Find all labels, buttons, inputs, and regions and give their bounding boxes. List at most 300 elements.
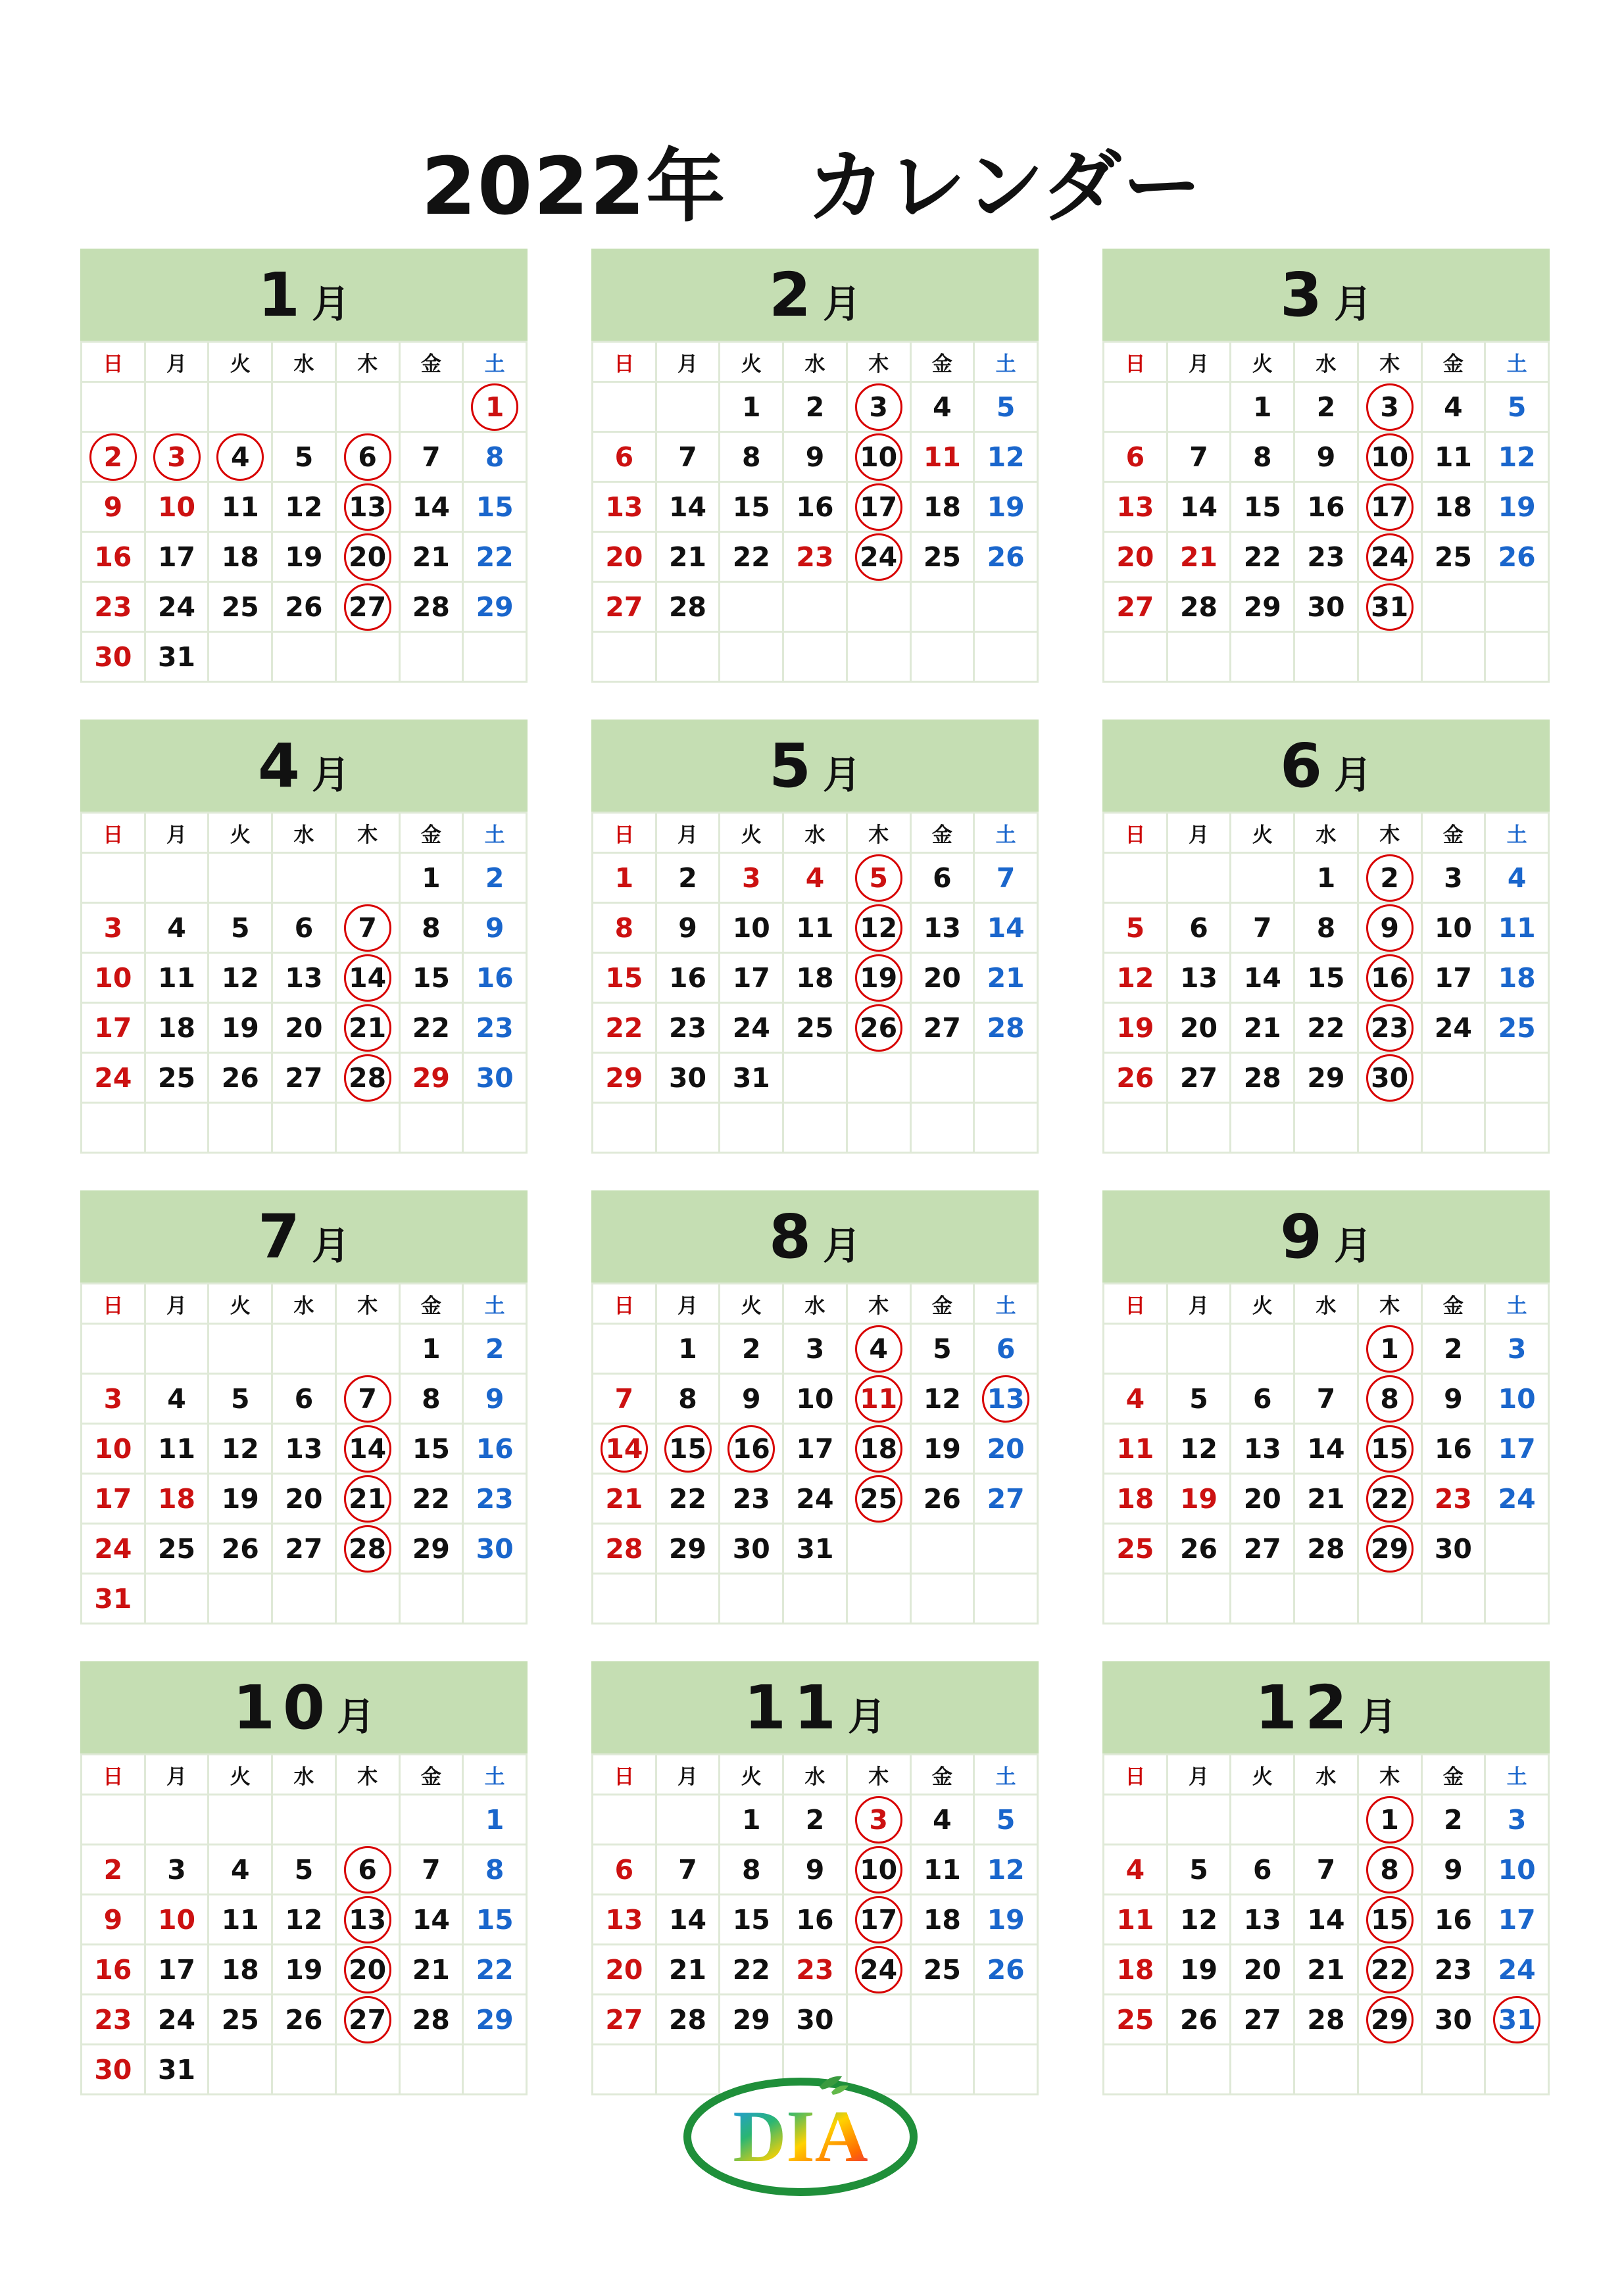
day-cell bbox=[272, 1845, 336, 1895]
month-calendar bbox=[591, 720, 1039, 1154]
day-number: 8 bbox=[741, 441, 761, 473]
day-cell bbox=[847, 1053, 910, 1103]
day-cell bbox=[656, 853, 720, 903]
day-cell bbox=[1231, 1374, 1294, 1424]
day-number: 10 bbox=[854, 1849, 904, 1891]
day-cell bbox=[1167, 1003, 1231, 1053]
weekday-row bbox=[82, 1755, 527, 1795]
day-number: 2 bbox=[1365, 857, 1415, 899]
day-cell bbox=[335, 903, 399, 953]
day-number: 20 bbox=[605, 1953, 643, 1986]
day-cell bbox=[1485, 953, 1549, 1003]
day-number: 20 bbox=[1243, 1482, 1281, 1515]
day-circle-mark bbox=[1366, 1054, 1414, 1102]
day-number: 8 bbox=[422, 1382, 441, 1415]
day-number: 19 bbox=[1180, 1953, 1218, 1986]
day-cell bbox=[272, 432, 336, 482]
day-cell bbox=[783, 632, 847, 682]
week-row bbox=[82, 1795, 527, 1845]
day-number: 17 bbox=[1498, 1903, 1536, 1936]
day-cell bbox=[1358, 853, 1421, 903]
day-number: 15 bbox=[476, 491, 514, 523]
day-cell bbox=[1231, 1324, 1294, 1374]
week-row bbox=[593, 853, 1038, 903]
day-cell bbox=[1167, 382, 1231, 432]
day-cell bbox=[209, 582, 272, 632]
month-suffix: 月 bbox=[848, 1694, 887, 1739]
day-number: 11 bbox=[923, 441, 961, 473]
weekday-row bbox=[82, 1284, 527, 1324]
weekday-label: 土 bbox=[1485, 813, 1549, 853]
day-cell bbox=[720, 1324, 783, 1374]
day-number: 26 bbox=[1180, 2003, 1218, 2036]
day-number: 20 bbox=[1180, 1012, 1218, 1044]
day-cell bbox=[335, 382, 399, 432]
day-cell bbox=[82, 1474, 145, 1524]
day-cell bbox=[1294, 1995, 1358, 2045]
day-cell bbox=[656, 532, 720, 582]
day-cell bbox=[209, 1474, 272, 1524]
day-cell bbox=[145, 1524, 209, 1574]
day-number: 22 bbox=[476, 1953, 514, 1986]
day-number: 22 bbox=[732, 541, 770, 573]
day-cell bbox=[783, 853, 847, 903]
day-cell bbox=[335, 953, 399, 1003]
day-number: 13 bbox=[285, 1432, 323, 1465]
day-cell bbox=[82, 1945, 145, 1995]
day-circle-mark bbox=[344, 1846, 391, 1893]
week-row bbox=[1104, 482, 1549, 532]
day-number: 8 bbox=[1316, 912, 1336, 944]
month-suffix: 月 bbox=[823, 752, 862, 797]
day-circle-mark bbox=[1366, 433, 1414, 481]
day-number: 13 bbox=[343, 1899, 393, 1941]
day-number: 1 bbox=[678, 1332, 697, 1365]
week-row bbox=[593, 1995, 1038, 2045]
day-circle-mark bbox=[344, 433, 391, 481]
week-row bbox=[82, 1574, 527, 1624]
day-number: 14 bbox=[412, 1903, 450, 1936]
day-cell bbox=[1421, 1103, 1485, 1153]
day-number: 24 bbox=[1365, 536, 1415, 578]
day-number: 7 bbox=[1252, 912, 1272, 944]
day-cell bbox=[1358, 482, 1421, 532]
day-cell bbox=[656, 1574, 720, 1624]
day-number: 13 bbox=[923, 912, 961, 944]
day-cell bbox=[1421, 1795, 1485, 1845]
day-cell bbox=[1231, 532, 1294, 582]
week-row bbox=[593, 1795, 1038, 1845]
day-cell bbox=[272, 632, 336, 682]
day-cell bbox=[1421, 1053, 1485, 1103]
day-number: 5 bbox=[996, 1803, 1016, 1836]
day-cell bbox=[1231, 1795, 1294, 1845]
week-row bbox=[1104, 853, 1549, 903]
day-cell bbox=[1485, 1324, 1549, 1374]
weekday-label: 水 bbox=[1294, 1755, 1358, 1795]
day-cell bbox=[1358, 1003, 1421, 1053]
day-cell bbox=[783, 1053, 847, 1103]
month-number: 5 bbox=[768, 730, 819, 801]
week-row bbox=[82, 1053, 527, 1103]
week-row bbox=[593, 632, 1038, 682]
day-cell bbox=[593, 1474, 656, 1524]
day-cell bbox=[272, 1574, 336, 1624]
day-number: 28 bbox=[1307, 1532, 1345, 1565]
day-circle-mark bbox=[855, 433, 902, 481]
month-number: 11 bbox=[743, 1672, 844, 1743]
month-header bbox=[591, 1190, 1039, 1282]
day-number: 9 bbox=[805, 1853, 825, 1886]
day-number: 21 bbox=[412, 1953, 450, 1986]
day-cell bbox=[847, 1103, 910, 1153]
day-number: 18 bbox=[1116, 1953, 1154, 1986]
day-number: 30 bbox=[94, 641, 132, 673]
weekday-label: 木 bbox=[335, 1755, 399, 1795]
week-row bbox=[1104, 903, 1549, 953]
day-number: 23 bbox=[1365, 1007, 1415, 1049]
weekday-label: 金 bbox=[1421, 342, 1485, 382]
day-number: 5 bbox=[294, 441, 314, 473]
day-cell bbox=[1231, 582, 1294, 632]
day-number: 11 bbox=[1434, 441, 1472, 473]
day-cell bbox=[335, 1574, 399, 1624]
day-cell bbox=[82, 953, 145, 1003]
day-number: 24 bbox=[94, 1062, 132, 1094]
month-calendar bbox=[80, 1190, 528, 1624]
day-cell bbox=[910, 382, 974, 432]
day-number: 3 bbox=[152, 436, 202, 478]
day-number: 24 bbox=[1498, 1953, 1536, 1986]
day-cell bbox=[399, 1324, 463, 1374]
day-number: 10 bbox=[1365, 436, 1415, 478]
day-cell bbox=[335, 1374, 399, 1424]
day-number: 20 bbox=[343, 1949, 393, 1991]
day-number: 23 bbox=[94, 2003, 132, 2036]
day-number: 29 bbox=[1365, 1528, 1415, 1570]
day-circle-mark bbox=[344, 1525, 391, 1573]
day-cell bbox=[847, 1845, 910, 1895]
day-cell bbox=[1485, 1574, 1549, 1624]
weekday-label: 日 bbox=[1104, 1284, 1168, 1324]
day-number: 26 bbox=[854, 1007, 904, 1049]
day-number: 21 bbox=[1307, 1953, 1345, 1986]
day-cell bbox=[1485, 582, 1549, 632]
day-number: 11 bbox=[1116, 1903, 1154, 1936]
day-cell bbox=[847, 1795, 910, 1845]
day-cell bbox=[209, 853, 272, 903]
day-cell bbox=[399, 1374, 463, 1424]
day-cell bbox=[910, 1374, 974, 1424]
day-number: 5 bbox=[1189, 1853, 1208, 1886]
week-row bbox=[82, 903, 527, 953]
day-number: 6 bbox=[996, 1332, 1016, 1365]
day-circle-mark bbox=[855, 1425, 902, 1473]
day-cell bbox=[82, 1995, 145, 2045]
day-cell bbox=[145, 532, 209, 582]
day-cell bbox=[82, 482, 145, 532]
day-cell bbox=[399, 1995, 463, 2045]
day-cell bbox=[1104, 1795, 1168, 1845]
day-number: 31 bbox=[158, 641, 196, 673]
day-cell bbox=[1358, 903, 1421, 953]
day-number: 30 bbox=[669, 1062, 707, 1094]
day-circle-mark bbox=[727, 1425, 775, 1473]
day-cell bbox=[910, 953, 974, 1003]
day-number: 24 bbox=[158, 2003, 196, 2036]
day-cell bbox=[399, 1524, 463, 1574]
day-cell bbox=[335, 1324, 399, 1374]
month-table bbox=[80, 1753, 528, 2095]
day-number: 7 bbox=[678, 441, 697, 473]
day-number: 16 bbox=[1434, 1903, 1472, 1936]
day-cell bbox=[1231, 1995, 1294, 2045]
day-cell bbox=[272, 1795, 336, 1845]
day-number: 31 bbox=[796, 1532, 834, 1565]
day-cell bbox=[335, 482, 399, 532]
day-number: 12 bbox=[1180, 1903, 1218, 1936]
day-number: 9 bbox=[805, 441, 825, 473]
day-number: 26 bbox=[987, 541, 1025, 573]
day-number: 17 bbox=[94, 1012, 132, 1044]
day-circle-mark bbox=[855, 1004, 902, 1052]
day-number: 18 bbox=[1498, 962, 1536, 994]
day-cell bbox=[847, 903, 910, 953]
month-header bbox=[1102, 1190, 1550, 1282]
weekday-label: 土 bbox=[1485, 1755, 1549, 1795]
day-number: 17 bbox=[854, 486, 904, 528]
day-number: 13 bbox=[1243, 1432, 1281, 1465]
day-number: 5 bbox=[294, 1853, 314, 1886]
day-cell bbox=[1294, 1374, 1358, 1424]
day-cell bbox=[910, 1053, 974, 1103]
day-cell bbox=[1294, 1424, 1358, 1474]
day-cell bbox=[463, 1845, 527, 1895]
day-number: 26 bbox=[221, 1062, 259, 1094]
day-cell bbox=[593, 953, 656, 1003]
day-cell bbox=[847, 382, 910, 432]
day-cell bbox=[82, 1424, 145, 1474]
day-number: 28 bbox=[669, 2003, 707, 2036]
day-cell bbox=[145, 1795, 209, 1845]
day-circle-mark bbox=[855, 483, 902, 531]
day-circle-mark bbox=[1366, 583, 1414, 631]
day-number: 16 bbox=[94, 1953, 132, 1986]
weekday-label: 木 bbox=[335, 342, 399, 382]
weekday-label: 土 bbox=[463, 1284, 527, 1324]
day-number: 19 bbox=[987, 491, 1025, 523]
day-cell bbox=[335, 1003, 399, 1053]
day-number: 26 bbox=[1116, 1062, 1154, 1094]
day-cell bbox=[1231, 853, 1294, 903]
day-circle-mark bbox=[344, 1425, 391, 1473]
day-number: 3 bbox=[1365, 386, 1415, 428]
day-cell bbox=[335, 1795, 399, 1845]
day-cell bbox=[463, 482, 527, 532]
day-cell bbox=[399, 482, 463, 532]
day-cell bbox=[593, 1795, 656, 1845]
day-number: 23 bbox=[796, 1953, 834, 1986]
day-cell bbox=[783, 1945, 847, 1995]
day-cell bbox=[1167, 2045, 1231, 2095]
month-table bbox=[1102, 1753, 1550, 2095]
day-number: 8 bbox=[485, 1853, 504, 1886]
day-cell bbox=[1294, 582, 1358, 632]
day-cell bbox=[910, 1474, 974, 1524]
day-cell bbox=[1167, 432, 1231, 482]
month-calendar bbox=[591, 1661, 1039, 2095]
day-cell bbox=[335, 582, 399, 632]
weekday-row bbox=[593, 813, 1038, 853]
weekday-label: 木 bbox=[1358, 813, 1421, 853]
day-number: 12 bbox=[285, 491, 323, 523]
week-row bbox=[593, 382, 1038, 432]
day-cell bbox=[209, 903, 272, 953]
day-cell bbox=[1167, 853, 1231, 903]
day-number: 3 bbox=[854, 1799, 904, 1841]
day-cell bbox=[463, 953, 527, 1003]
day-number: 9 bbox=[1444, 1382, 1463, 1415]
day-cell bbox=[1485, 2045, 1549, 2095]
day-cell bbox=[656, 903, 720, 953]
day-cell bbox=[783, 1424, 847, 1474]
day-number: 21 bbox=[343, 1007, 393, 1049]
day-number: 25 bbox=[854, 1478, 904, 1520]
day-circle-mark bbox=[855, 954, 902, 1002]
day-cell bbox=[1294, 1474, 1358, 1524]
day-cell bbox=[463, 1103, 527, 1153]
day-cell bbox=[720, 1895, 783, 1945]
month-number: 9 bbox=[1279, 1201, 1330, 1272]
day-circle-mark bbox=[855, 1946, 902, 1993]
day-cell bbox=[593, 1895, 656, 1945]
day-cell bbox=[720, 482, 783, 532]
month-table bbox=[80, 812, 528, 1154]
day-cell bbox=[974, 1474, 1038, 1524]
day-cell bbox=[1231, 953, 1294, 1003]
month-header bbox=[1102, 249, 1550, 341]
day-number: 27 bbox=[285, 1062, 323, 1094]
week-row bbox=[82, 1895, 527, 1945]
day-cell bbox=[974, 1324, 1038, 1374]
day-cell bbox=[1231, 1845, 1294, 1895]
day-cell bbox=[272, 1324, 336, 1374]
day-number: 15 bbox=[1365, 1428, 1415, 1470]
day-number: 5 bbox=[854, 857, 904, 899]
day-number: 23 bbox=[94, 591, 132, 623]
day-circle-mark bbox=[1366, 383, 1414, 431]
day-cell bbox=[1358, 1795, 1421, 1845]
day-cell bbox=[1358, 1524, 1421, 1574]
day-number: 6 bbox=[933, 862, 952, 894]
day-cell bbox=[847, 1424, 910, 1474]
day-cell bbox=[1358, 1053, 1421, 1103]
day-cell bbox=[1104, 1053, 1168, 1103]
day-cell bbox=[974, 1053, 1038, 1103]
day-cell bbox=[1358, 1895, 1421, 1945]
day-number: 29 bbox=[605, 1062, 643, 1094]
day-number: 16 bbox=[726, 1428, 776, 1470]
day-cell bbox=[1421, 1003, 1485, 1053]
day-cell bbox=[209, 532, 272, 582]
day-cell bbox=[463, 1795, 527, 1845]
day-cell bbox=[1421, 853, 1485, 903]
week-row bbox=[593, 532, 1038, 582]
weekday-label: 火 bbox=[1231, 1284, 1294, 1324]
day-cell bbox=[82, 1103, 145, 1153]
week-row bbox=[1104, 1995, 1549, 2045]
day-cell bbox=[209, 1845, 272, 1895]
month-table bbox=[591, 812, 1039, 1154]
day-cell bbox=[1231, 632, 1294, 682]
weekday-label: 水 bbox=[783, 1284, 847, 1324]
day-number: 14 bbox=[343, 957, 393, 999]
weekday-label: 土 bbox=[463, 813, 527, 853]
day-number: 30 bbox=[732, 1532, 770, 1565]
day-number: 3 bbox=[167, 1853, 186, 1886]
week-row bbox=[82, 1995, 527, 2045]
month-table bbox=[1102, 341, 1550, 683]
day-cell bbox=[145, 1003, 209, 1053]
day-circle-mark bbox=[216, 433, 264, 481]
day-number: 29 bbox=[412, 1532, 450, 1565]
day-cell bbox=[82, 382, 145, 432]
day-number: 2 bbox=[1444, 1332, 1463, 1365]
week-row bbox=[82, 482, 527, 532]
month-suffix: 月 bbox=[1334, 281, 1373, 326]
weekday-label: 土 bbox=[974, 813, 1038, 853]
day-number: 3 bbox=[741, 862, 761, 894]
day-number: 18 bbox=[158, 1482, 196, 1515]
week-row bbox=[1104, 1424, 1549, 1474]
month-header bbox=[80, 720, 528, 812]
day-number: 14 bbox=[669, 491, 707, 523]
month-header bbox=[80, 1190, 528, 1282]
week-row bbox=[82, 2045, 527, 2095]
day-cell bbox=[847, 1895, 910, 1945]
day-number: 2 bbox=[805, 1803, 825, 1836]
weekday-label: 日 bbox=[1104, 1755, 1168, 1795]
day-cell bbox=[974, 432, 1038, 482]
day-number: 24 bbox=[1434, 1012, 1472, 1044]
day-circle-mark bbox=[1366, 533, 1414, 581]
month-suffix: 月 bbox=[823, 281, 862, 326]
day-number: 14 bbox=[1243, 962, 1281, 994]
day-cell bbox=[1421, 1845, 1485, 1895]
day-number: 1 bbox=[422, 862, 441, 894]
day-number: 19 bbox=[923, 1432, 961, 1465]
day-cell bbox=[1104, 1374, 1168, 1424]
day-number: 22 bbox=[669, 1482, 707, 1515]
day-cell bbox=[209, 1003, 272, 1053]
day-number: 8 bbox=[1365, 1378, 1415, 1420]
logo-text: DIA bbox=[733, 2096, 868, 2178]
day-number: 9 bbox=[678, 912, 697, 944]
day-number: 8 bbox=[614, 912, 634, 944]
day-cell bbox=[847, 532, 910, 582]
day-cell bbox=[593, 1053, 656, 1103]
day-number: 11 bbox=[221, 491, 259, 523]
day-number: 25 bbox=[796, 1012, 834, 1044]
day-number: 22 bbox=[732, 1953, 770, 1986]
week-row bbox=[1104, 582, 1549, 632]
day-cell bbox=[847, 1374, 910, 1424]
day-number: 6 bbox=[1252, 1382, 1272, 1415]
day-number: 8 bbox=[422, 912, 441, 944]
day-number: 4 bbox=[933, 1803, 952, 1836]
day-cell bbox=[1358, 1424, 1421, 1474]
day-number: 10 bbox=[158, 1903, 196, 1936]
